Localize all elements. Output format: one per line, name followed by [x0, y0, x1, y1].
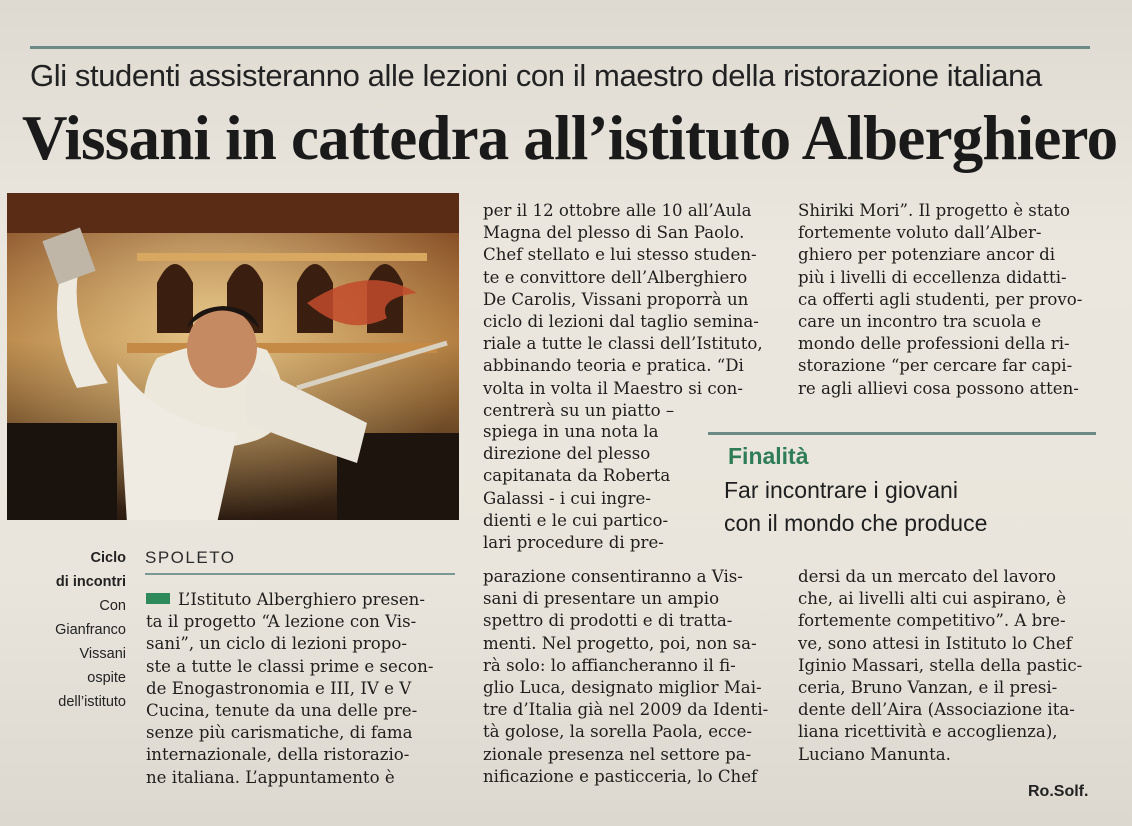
text-line: lari procedure di pre-	[483, 533, 664, 553]
text-line: fortemente competitivo”. A bre-	[798, 611, 1066, 631]
text-line: ne italiana. L’appuntamento è	[146, 767, 395, 787]
text-line: zionale presenza nel settore pa-	[483, 744, 752, 764]
text-line: direzione del plesso	[483, 444, 651, 464]
bullet-icon	[146, 593, 170, 604]
box-line: con il mondo che produce	[724, 510, 988, 536]
text-line: capitanata da Roberta	[483, 466, 671, 486]
text-line: glio Luca, designato miglior Mai-	[483, 678, 762, 698]
text-line: Magna del plesso di San Paolo.	[483, 223, 745, 243]
chef-photo	[7, 193, 459, 520]
text-line: nificazione e pasticceria, lo Chef	[483, 766, 758, 786]
text-line: riale a tutte le classi dell’Istituto,	[483, 334, 763, 354]
text-line: De Carolis, Vissani proporrà un	[483, 289, 749, 309]
caption-line: Gianfranco	[55, 622, 126, 638]
box-text	[724, 474, 1104, 540]
text-line: Galassi - i cui ingre-	[483, 488, 651, 508]
text-line: tà golose, la sorella Paola, ecce-	[483, 722, 753, 742]
text-line: liana ricettività e accoglienza),	[798, 722, 1058, 742]
text-line: senze più carismatiche, di fama	[146, 723, 413, 743]
text-line: Cucina, tenute da una delle pre-	[146, 701, 418, 721]
box-line: Far incontrare i giovani	[724, 477, 958, 503]
caption-line: Con	[99, 598, 126, 614]
text-line: sani”, un ciclo di lezioni propo-	[146, 634, 407, 654]
text-line: storazione “per cercare far capi-	[798, 356, 1073, 376]
article-column-2-middle	[483, 421, 693, 554]
text-line: mondo delle professioni della ri-	[798, 334, 1070, 354]
section-tag: SPOLETO	[145, 547, 455, 575]
article-column-3-bottom	[798, 566, 1104, 766]
text-line: parazione consentiranno a Vis-	[483, 567, 743, 586]
text-line: ghiero per potenziare ancor di	[798, 245, 1056, 265]
caption-line: Vissani	[79, 646, 126, 662]
text-line: dienti e le cui partico-	[483, 510, 669, 530]
text-line: sani di presentare un ampio	[483, 589, 720, 609]
article-column-3-top	[798, 200, 1098, 400]
text-line: care un incontro tra scuola e	[798, 312, 1042, 332]
caption-line: dell’istituto	[58, 694, 126, 710]
text-line: de Enogastronomia e III, IV e V	[146, 678, 412, 698]
text-line: spiega in una nota la	[483, 422, 659, 441]
text-line: ste a tutte le classi prime e secon-	[146, 656, 434, 676]
text-line: Iginio Massari, stella della pastic-	[798, 655, 1083, 675]
box-rule	[708, 432, 1096, 435]
text-line: centrerà su un piatto –	[483, 400, 675, 420]
box-title: Finalità	[728, 443, 809, 469]
article-column-2-bottom	[483, 566, 775, 788]
article-column-1	[146, 589, 462, 789]
text-line: per il 12 ottobre alle 10 all’Aula	[483, 201, 752, 220]
kicker: Gli studenti assisteranno alle lezioni con il maestro della ristorazione italiana	[30, 58, 1042, 93]
text-line: ca offerti agli studenti, per provo-	[798, 289, 1083, 309]
headline: Vissani in cattedra all’istituto Alberghiero	[22, 103, 1118, 173]
article-column-2-top	[483, 200, 773, 422]
text-line: più i livelli di eccellenza didatti-	[798, 267, 1067, 287]
text-line: Shiriki Mori”. Il progetto è stato	[798, 201, 1071, 220]
text-line: ve, sono attesi in Istituto lo Chef	[798, 633, 1072, 653]
author-signature: Ro.Solf.	[1028, 783, 1089, 800]
text-line: tre d’Italia già nel 2009 da Identi-	[483, 700, 769, 720]
text-line: ta il progetto “A lezione con Vis-	[146, 612, 417, 632]
text-line: menti. Nel progetto, poi, non sa-	[483, 633, 757, 653]
text-line: rà solo: lo affiancheranno il fi-	[483, 655, 736, 675]
text-line: che, ai livelli alti cui aspirano, è	[798, 589, 1067, 609]
text-line: ceria, Bruno Vanzan, e il presi-	[798, 678, 1058, 698]
caption-bold-line: Ciclo	[90, 550, 126, 566]
photo-caption	[18, 546, 126, 714]
text-line: re agli allievi cosa possono atten-	[798, 378, 1079, 398]
caption-bold-line: di incontri	[55, 574, 126, 590]
text-line: dente dell’Aira (Associazione ita-	[798, 700, 1075, 720]
text-line: abbinando teoria e pratica. “Di	[483, 356, 744, 376]
text-line: ciclo di lezioni dal taglio semina-	[483, 312, 759, 332]
text-line: Chef stellato e lui stesso studen-	[483, 245, 757, 265]
caption-line: ospite	[87, 670, 126, 686]
text-line: spettro di prodotti e di tratta-	[483, 611, 733, 631]
text-line: volta in volta il Maestro si con-	[483, 378, 743, 398]
text-line: fortemente voluto dall’Alber-	[798, 223, 1042, 243]
text-line: te e convittore dell’Alberghiero	[483, 267, 748, 287]
text-line: Luciano Manunta.	[798, 744, 951, 764]
text-line: L’Istituto Alberghiero presen-	[146, 589, 462, 611]
text-line: dersi da un mercato del lavoro	[798, 567, 1057, 586]
top-rule	[30, 46, 1090, 49]
text-line: internazionale, della ristorazio-	[146, 745, 410, 765]
